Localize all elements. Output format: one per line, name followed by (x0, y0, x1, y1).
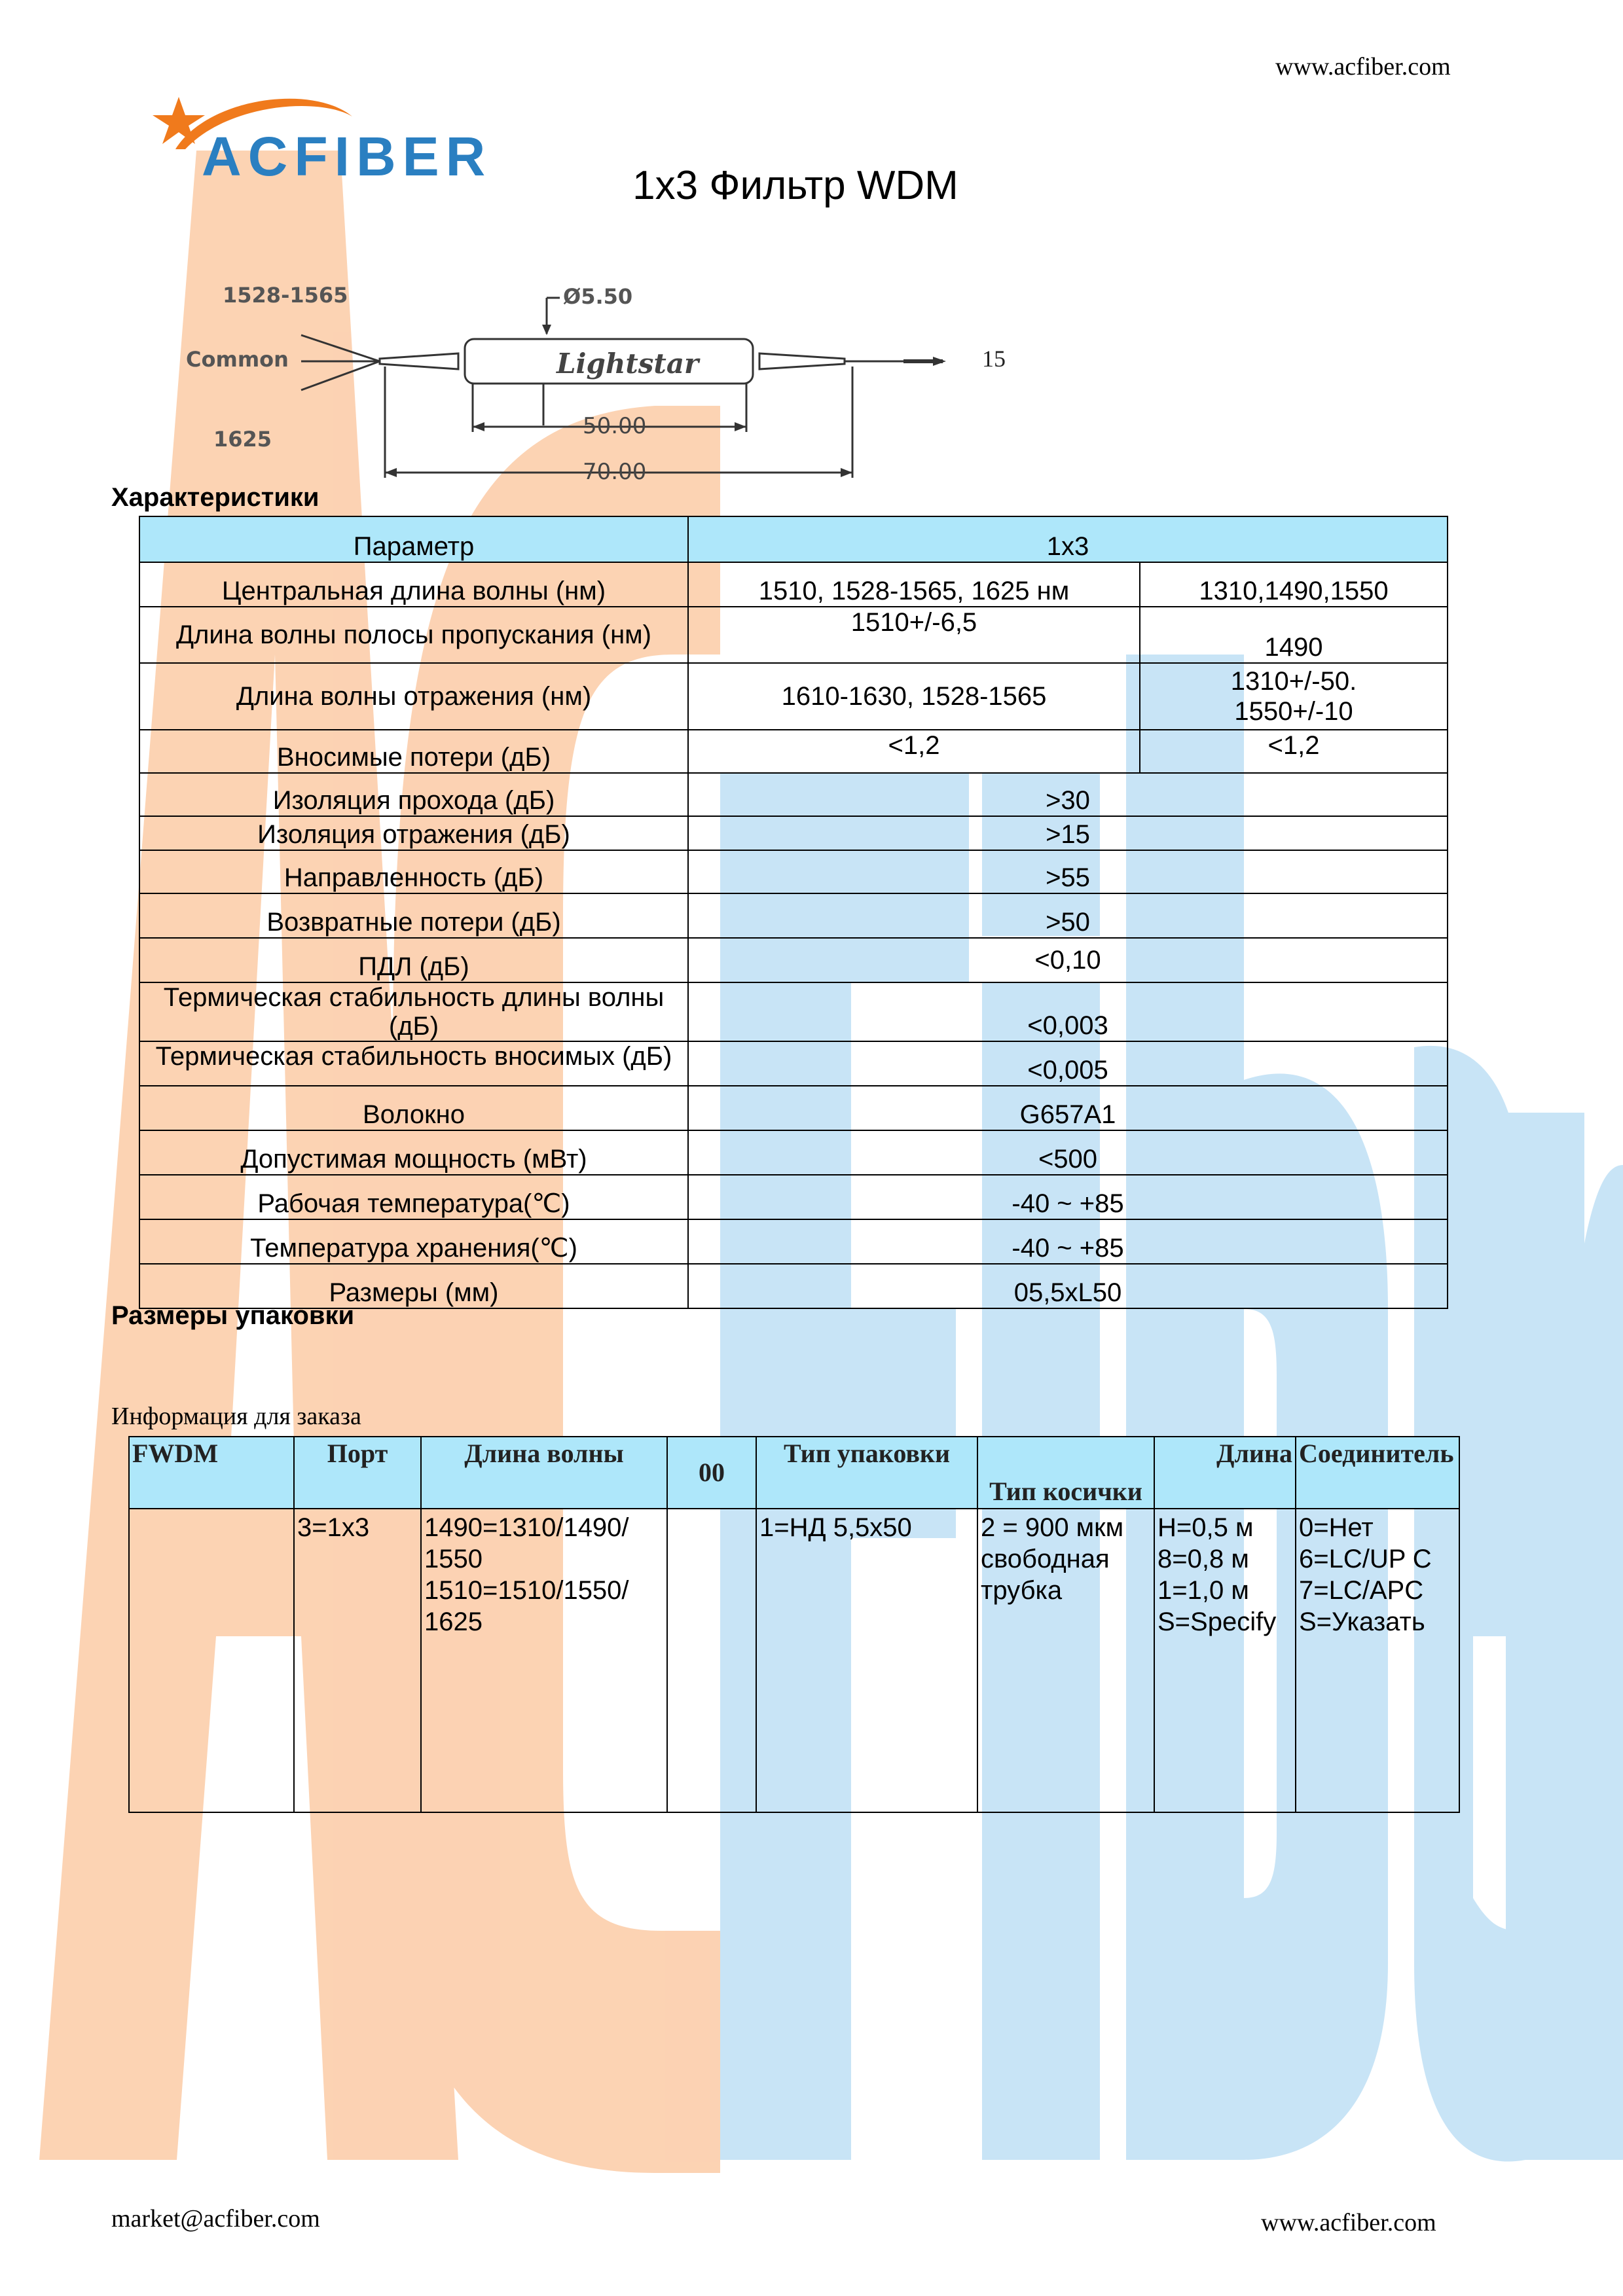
spec-value: 1310,1490,1550 (1140, 562, 1448, 607)
spec-value: G657A1 (688, 1086, 1448, 1130)
order-cell-line: 6=LC/UP C (1299, 1545, 1432, 1573)
page-title: 1x3 Фильтр WDM (632, 163, 958, 208)
spec-param: Изоляция прохода (дБ) (139, 773, 688, 816)
product-drawing (177, 262, 1028, 497)
table-row (139, 663, 1448, 730)
package-heading: Размеры упаковки (111, 1301, 355, 1330)
spec-value-line: 1310+/-50. (1230, 667, 1357, 696)
table-row (139, 816, 1448, 850)
order-cell-line: 1550 (424, 1545, 483, 1573)
order-header-row (129, 1437, 1459, 1509)
order-cell-connector (1296, 1509, 1459, 1812)
footer-url[interactable]: www.acfiber.com (1261, 2209, 1436, 2236)
spec-param: Направленность (дБ) (139, 850, 688, 893)
spec-param: Допустимая мощность (мВт) (139, 1130, 688, 1175)
drawing-label-1625: 1625 (213, 427, 272, 452)
order-cell-pigtail (977, 1509, 1154, 1812)
order-header-port: Порт (294, 1437, 421, 1509)
order-cell-line: 7=LC/APC (1299, 1576, 1424, 1605)
order-cell-line: S=Specify (1158, 1607, 1277, 1636)
order-header-pigtail: Тип косички (977, 1437, 1154, 1509)
order-cell-line: 1=1,0 м (1158, 1576, 1249, 1605)
spec-heading: Характеристики (111, 483, 319, 512)
order-label: Информация для заказа (111, 1403, 361, 1430)
spec-param: Термическая стабильность длины волны (дБ) (139, 982, 688, 1041)
spec-param: Вносимые потери (дБ) (139, 730, 688, 773)
table-row (139, 938, 1448, 982)
table-row (139, 1219, 1448, 1264)
table-row (139, 1130, 1448, 1175)
spec-header-value: 1x3 (688, 516, 1448, 562)
order-body-row (129, 1509, 1459, 1812)
table-row (139, 893, 1448, 938)
spec-value: 1510+/-6,5 (688, 607, 1140, 663)
logo-text: ACFIBER (202, 126, 492, 187)
order-cell-line: свободная (981, 1545, 1110, 1573)
spec-value: 1490 (1140, 607, 1448, 663)
table-row (139, 982, 1448, 1041)
drawing-diameter: Ø5.50 (563, 284, 633, 309)
spec-param: Температура хранения(℃) (139, 1219, 688, 1264)
order-cell-length (1154, 1509, 1296, 1812)
spec-value: 1610-1630, 1528-1565 (688, 663, 1140, 730)
spec-param: Термическая стабильность вносимых (дБ) (139, 1041, 688, 1086)
spec-param: Изоляция отражения (дБ) (139, 816, 688, 850)
spec-table (139, 516, 1448, 1309)
table-row (139, 773, 1448, 816)
spec-value: <0,10 (688, 938, 1448, 982)
spec-value-line: 1550+/-10 (1234, 697, 1353, 726)
order-cell-line: трубка (981, 1576, 1063, 1605)
spec-value: <0,003 (688, 982, 1448, 1041)
spec-value: -40 ~ +85 (688, 1175, 1448, 1219)
spec-param: Длина волны полосы пропускания (нм) (139, 607, 688, 663)
order-cell-line: H=0,5 м (1158, 1513, 1254, 1542)
order-header-connector: Соединитель (1296, 1437, 1459, 1509)
spec-param: ПДЛ (дБ) (139, 938, 688, 982)
order-cell-line: 8=0,8 м (1158, 1545, 1249, 1573)
spec-param: Длина волны отражения (нм) (139, 663, 688, 730)
spec-value: >50 (688, 893, 1448, 938)
spec-value: 05,5xL50 (688, 1264, 1448, 1308)
order-cell-line: 2 = 900 мкм (981, 1513, 1124, 1542)
spec-param: Волокно (139, 1086, 688, 1130)
table-row (139, 1175, 1448, 1219)
header-url: www.acfiber.com (1275, 53, 1451, 81)
spec-value: <0,005 (688, 1041, 1448, 1086)
order-cell-line: 1490=1310/1490/ (424, 1513, 629, 1542)
order-header-package: Тип упаковки (756, 1437, 977, 1509)
order-cell-line: 0=Нет (1299, 1513, 1374, 1542)
spec-value: >30 (688, 773, 1448, 816)
drawing-right-label: 15 (982, 346, 1006, 372)
spec-value: >15 (688, 816, 1448, 850)
order-table (128, 1436, 1460, 1813)
order-cell-package: 1=НД 5,5x50 (756, 1509, 977, 1812)
table-row (139, 607, 1448, 663)
spec-param: Возвратные потери (дБ) (139, 893, 688, 938)
table-row (139, 562, 1448, 607)
drawing-label-1528: 1528-1565 (223, 283, 348, 308)
drawing-len-outer: 70.00 (583, 459, 647, 485)
spec-value: <500 (688, 1130, 1448, 1175)
order-cell-00 (667, 1509, 756, 1812)
order-header-fwdm: FWDM (129, 1437, 294, 1509)
spec-param: Центральная длина волны (нм) (139, 562, 688, 607)
order-cell-line: 1625 (424, 1607, 483, 1636)
order-cell-port: 3=1x3 (294, 1509, 421, 1812)
drawing-brand: Lightstar (556, 348, 699, 380)
table-row (139, 850, 1448, 893)
spec-value: >55 (688, 850, 1448, 893)
spec-value: 1510, 1528-1565, 1625 нм (688, 562, 1140, 607)
table-row (139, 1041, 1448, 1086)
order-cell-line: 1510=1510/1550/ (424, 1576, 629, 1605)
order-header-length: Длина (1154, 1437, 1296, 1509)
table-row (139, 1086, 1448, 1130)
order-cell-line: S=Указать (1299, 1607, 1425, 1636)
spec-param: Размеры (мм) (139, 1264, 688, 1308)
order-header-wavelength: Длина волны (421, 1437, 667, 1509)
spec-value: <1,2 (688, 730, 1140, 773)
spec-header-param: Параметр (139, 516, 688, 562)
order-cell-fwdm (129, 1509, 294, 1812)
spec-param: Рабочая температура(℃) (139, 1175, 688, 1219)
order-header-00: 00 (667, 1437, 756, 1509)
order-cell-wavelength (421, 1509, 667, 1812)
drawing-label-common: Common (186, 347, 289, 372)
table-row (139, 730, 1448, 773)
footer-email[interactable]: market@acfiber.com (111, 2205, 320, 2233)
spec-header-row (139, 516, 1448, 562)
drawing-len-inner: 50.00 (583, 413, 647, 439)
spec-value: -40 ~ +85 (688, 1219, 1448, 1264)
spec-value-multi (1140, 663, 1448, 730)
spec-value: <1,2 (1140, 730, 1448, 773)
